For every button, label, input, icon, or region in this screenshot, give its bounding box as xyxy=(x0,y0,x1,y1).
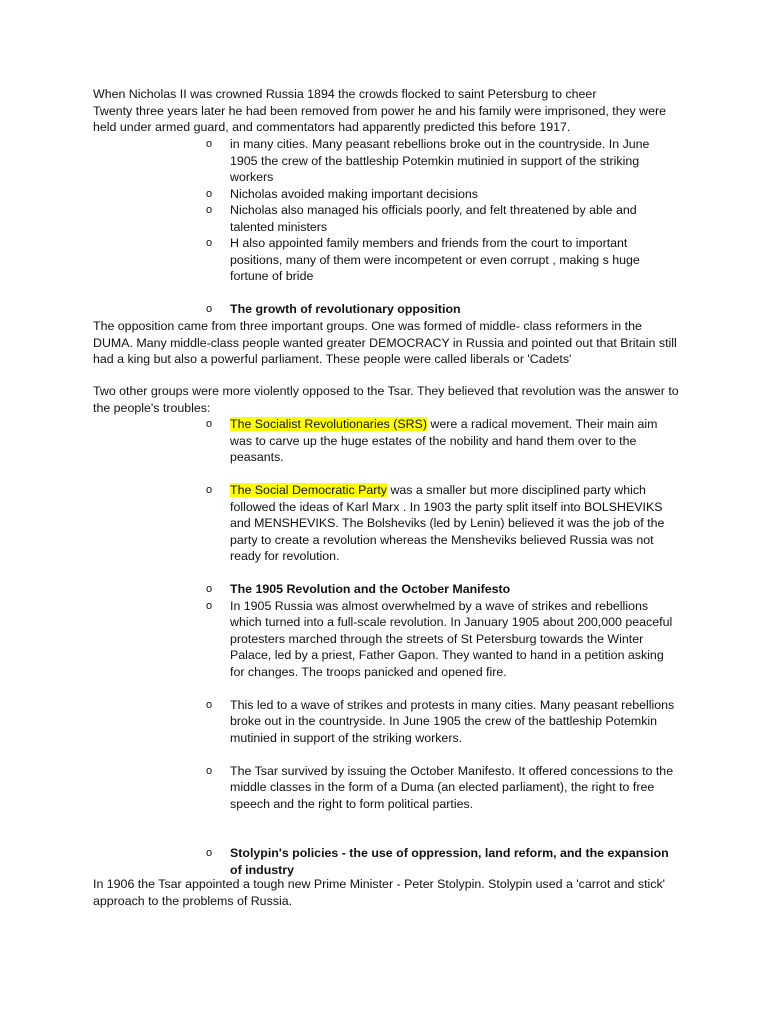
list-item xyxy=(200,235,675,285)
list-item-text: This led to a wave of strikes and protests in many cities. Many peasant rebellions broke out in the countryside. In June 1905 the crew of the battleship Potemkin mutinied in support of the striking workers. xyxy=(230,697,675,745)
highlighted-term: The Socialist Revolutionaries (SRS) xyxy=(230,417,427,431)
list-item-srs xyxy=(200,416,675,466)
opposition-paragraph: The opposition came from three important groups. One was formed of middle- class reformers in the DUMA. Many middle-class people wanted greater DEMOCRACY in Russia and pointed out that Britain still had a king but also a powerful parliament. These people were called liberals or 'Cadets' xyxy=(93,319,677,366)
bullet-marker: o xyxy=(206,599,213,612)
section-heading-stolypin xyxy=(200,845,675,878)
section-heading-growth xyxy=(200,301,675,318)
bullet-marker: o xyxy=(206,303,213,315)
list-item-text: in many cities. Many peasant rebellions broke out in the countryside. In June 1905 the crew of the battleship Potemkin mutinied in support of the striking workers xyxy=(230,137,650,184)
groups-paragraph: Two other groups were more violently opposed to the Tsar. They believed that revolution was the answer to the people's troubles: xyxy=(93,384,679,415)
bullet-marker: o xyxy=(206,204,213,216)
heading-text: The 1905 Revolution and the October Manifesto xyxy=(230,582,511,596)
list-item-text: The Tsar survived by issuing the October Manifesto. It offered concessions to the middle classes in the form of a Duma (an elected parliament), the right to free speech and the right to form political parties. xyxy=(230,763,674,811)
intro-paragraph xyxy=(93,86,683,136)
list-item-text: Nicholas avoided making important decisions xyxy=(230,186,478,201)
bullet-marker: o xyxy=(206,138,213,150)
heading-text: Stolypin's policies - the use of oppression, land reform, and the expansion of industry xyxy=(230,846,669,877)
list-item-text: In 1905 Russia was almost overwhelmed by a wave of strikes and rebellions which turned into a full-scale revolution. In January 1905 about 200,000 peaceful protesters marched through the streets of St Petersburg towards the Winter Palace, led by a priest, Father Gapon. They wanted to hand in a petition asking for changes. The troops panicked and opened fire. xyxy=(230,598,673,679)
list-item xyxy=(200,202,675,235)
bullet-marker: o xyxy=(206,764,213,777)
bullet-marker: o xyxy=(206,418,213,430)
bullet-marker: o xyxy=(206,698,213,711)
stolypin-paragraph: In 1906 the Tsar appointed a tough new Prime Minister - Peter Stolypin. Stolypin used a 'carrot and stick' approach to the problems of Russia. xyxy=(93,877,666,908)
list-item-sdp xyxy=(200,482,675,565)
parties-list xyxy=(200,416,675,878)
heading-text: The growth of revolutionary opposition xyxy=(230,302,461,316)
list-item xyxy=(200,697,675,747)
list-item xyxy=(200,186,675,203)
bullet-marker: o xyxy=(206,847,213,859)
list-item-text: H also appointed family members and friends from the court to important positions, many of them were incompetent or even corrupt , making s huge fortune of bride xyxy=(230,236,640,283)
list-item xyxy=(200,598,675,681)
list-item-text: were a radical movement. Their main aim was to carve up the huge estates of the nobility and hand them over to the peasants. xyxy=(230,417,658,464)
tsar-weakness-list xyxy=(200,136,675,318)
intro-line-2: Twenty three years later he had been removed from power he and his family were imprisoned, they were held under armed guard, and commentators had apparently predicted this before 1917. xyxy=(93,103,667,134)
section-heading-1905 xyxy=(200,581,675,598)
bullet-marker: o xyxy=(206,484,213,496)
bullet-marker: o xyxy=(206,237,213,249)
highlighted-term: The Social Democratic Party xyxy=(230,483,388,497)
list-item xyxy=(200,763,675,813)
bullet-marker: o xyxy=(206,187,213,200)
list-item-text: Nicholas also managed his officials poorly, and felt threatened by able and talented ministers xyxy=(230,203,637,234)
list-item xyxy=(200,136,675,186)
bullet-marker: o xyxy=(206,583,213,595)
list-item-text: was a smaller but more disciplined party which followed the ideas of Karl Marx . In 1903 the party split itself into BOLSHEVIKS and MENSHEVIKS. The Bolsheviks (led by Lenin) believed it was the job of the party to create a revolution whereas the Mensheviks believed Russia was not ready for revolution. xyxy=(230,483,665,563)
intro-line-1: When Nicholas II was crowned Russia 1894 the crowds flocked to saint Petersburg to cheer xyxy=(93,87,597,101)
